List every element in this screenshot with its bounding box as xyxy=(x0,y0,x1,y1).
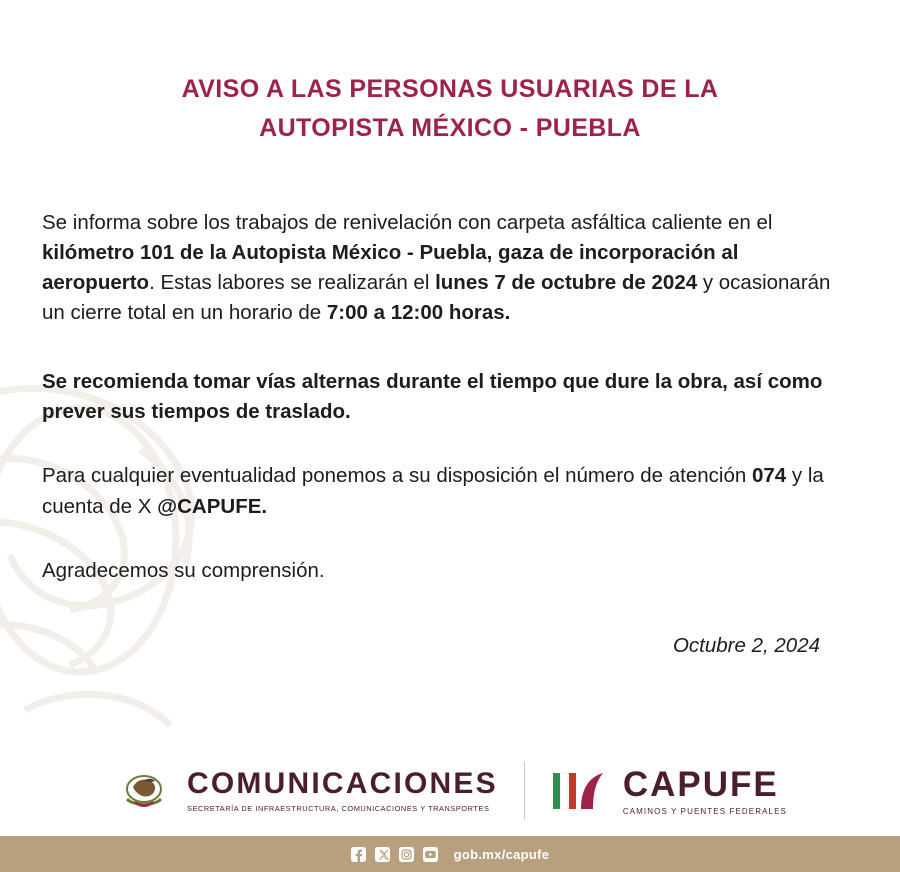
paragraph-2: Se recomienda tomar vías alternas durante el tiempo que dure la obra, así como prever sus tiempos de traslado. xyxy=(42,369,823,424)
p3-bold-phone: 074 xyxy=(751,464,787,488)
bottom-bar xyxy=(0,836,900,872)
notice-title xyxy=(40,0,860,148)
facebook-icon[interactable] xyxy=(351,847,366,862)
footer-divider xyxy=(524,762,525,820)
agency-name: CAPUFE xyxy=(622,764,779,804)
notice-body xyxy=(40,208,860,587)
p1-bold-location: kilómetro 101 de la Autopista México - Puebla, gaza de incorporación al aeropuerto xyxy=(42,240,739,295)
agency-logo xyxy=(551,764,787,816)
p1-bold-schedule: 7:00 a 12:00 horas. xyxy=(326,301,511,325)
ministry-subtitle: SECRETARÍA DE INFRAESTRUCTURA, COMUNICACIONES Y TRANSPORTES xyxy=(187,803,490,813)
twitter-icon[interactable] xyxy=(375,847,390,862)
instagram-icon[interactable] xyxy=(399,847,414,862)
paragraph-1 xyxy=(42,208,840,329)
youtube-icon[interactable] xyxy=(423,847,438,862)
ministry-name: COMUNICACIONES xyxy=(187,766,498,800)
ministry-text xyxy=(187,766,498,813)
title-line-2: AUTOPISTA MÉXICO - PUEBLA xyxy=(259,113,641,142)
title-line-1: AVISO A LAS PERSONAS USUARIAS DE LA xyxy=(181,75,719,103)
p1-bold-date: lunes 7 de octubre de 2024 xyxy=(435,271,698,295)
p3-bold-handle: @CAPUFE. xyxy=(157,494,268,518)
notice-date: Octubre 2, 2024 xyxy=(672,634,820,658)
social-links xyxy=(351,847,550,862)
ministry-logo xyxy=(113,766,498,813)
paragraph-4: Agradecemos su comprensión. xyxy=(42,559,325,583)
website-url[interactable]: gob.mx/capufe xyxy=(453,846,550,862)
footer-logos xyxy=(0,746,900,836)
mexican-coat-of-arms-icon xyxy=(113,769,175,813)
p1-text-2: . Estas labores se realizarán el xyxy=(149,271,436,295)
p1-text-1: Se informa sobre los trabajos de renivelación con carpeta asfáltica caliente en el xyxy=(42,210,773,234)
paragraph-3 xyxy=(42,461,840,522)
agency-text xyxy=(622,764,787,816)
p3-text-2: y la cuenta de X xyxy=(42,464,824,518)
p3-text-1: Para cualquier eventualidad ponemos a su disposición el número de atención xyxy=(42,464,752,488)
p1-text-3: y ocasionarán un cierre total en un horario de xyxy=(42,271,831,325)
agency-subtitle: CAMINOS Y PUENTES FEDERALES xyxy=(622,806,787,816)
capufe-flag-icon xyxy=(551,769,609,813)
